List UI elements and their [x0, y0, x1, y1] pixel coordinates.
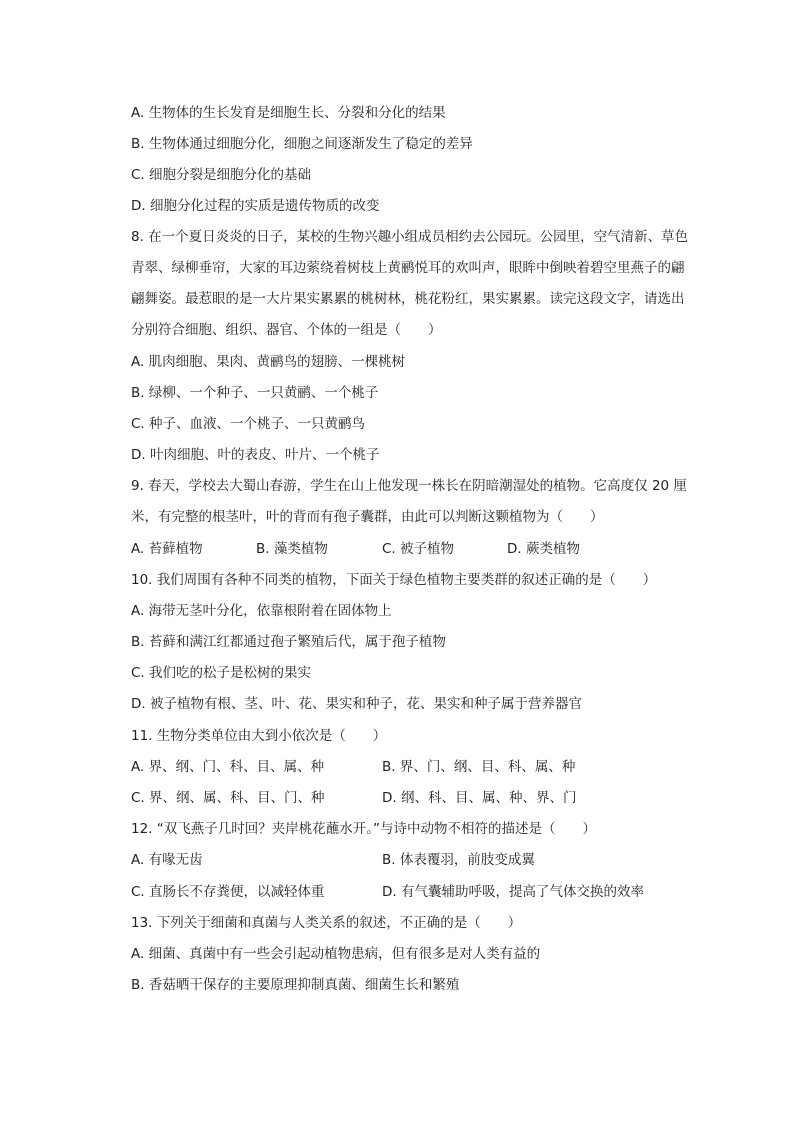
q9-option-b: B. 藻类植物 — [256, 541, 328, 557]
q10-stem: 10. 我们周围有各种不同类的植物，下面关于绿色植物主要类群的叙述正确的是（ ） — [131, 572, 657, 588]
q9-option-d: D. 蕨类植物 — [507, 541, 580, 557]
q8-stem: 8. 在一个夏日炎炎的日子，某校的生物兴趣小组成员相约去公园玩。公园里，空气清新、草色青翠、绿柳垂帘，大家的耳边萦绕着树枝上黄鹂悦耳的欢叫声，眼眸中倒映着碧空里燕子的翩翩舞姿。最惹眼的是一大片果实累累的桃树林，桃花粉红，果实累累。读完这段文字，请选出分别符合细胞、组织、器官、个体的一组是（ ） — [131, 229, 689, 338]
q10-option-b: B. 苔藓和满江红都通过孢子繁殖后代，属于孢子植物 — [131, 634, 446, 650]
q7-option-d: D. 细胞分化过程的实质是遗传物质的改变 — [131, 198, 380, 214]
q10-option-d: D. 被子植物有根、茎、叶、花、果实和种子，花、果实和种子属于营养器官 — [131, 696, 582, 712]
q11-options-row2 — [131, 788, 691, 808]
q9-options — [131, 539, 691, 559]
q10-option-c: C. 我们吃的松子是松树的果实 — [131, 665, 312, 681]
q12-options-row2 — [131, 882, 691, 902]
q12-option-c: C. 直肠长不存粪便，以减轻体重 — [131, 884, 325, 900]
q12-option-a: A. 有喙无齿 — [131, 852, 203, 868]
q11-option-d: D. 纲、科、目、属、种、界、门 — [382, 790, 577, 806]
q11-stem: 11. 生物分类单位由大到小依次是（ ） — [131, 728, 387, 744]
q11-options-row1 — [131, 757, 691, 777]
q11-option-a: A. 界、纲、门、科、目、属、种 — [131, 759, 325, 775]
q8-option-a: A. 肌肉细胞、果肉、黄鹂鸟的翅膀、一棵桃树 — [131, 354, 406, 370]
q7-option-c: C. 细胞分裂是细胞分化的基础 — [131, 167, 312, 183]
q8-option-c: C. 种子、血液、一个桃子、一只黄鹂鸟 — [131, 416, 366, 432]
q13-option-a: A. 细菌、真菌中有一些会引起动植物患病，但有很多是对人类有益的 — [131, 946, 541, 962]
q10-option-a: A. 海带无茎叶分化，依靠根附着在固体物上 — [131, 603, 392, 619]
q12-option-d: D. 有气囊辅助呼吸，提高了气体交换的效率 — [382, 884, 644, 900]
q9-option-a: A. 苔藓植物 — [131, 541, 203, 557]
q13-option-b: B. 香菇晒干保存的主要原理抑制真菌、细菌生长和繁殖 — [131, 977, 460, 993]
q11-option-b: B. 界、门、纲、目、科、属、种 — [382, 759, 576, 775]
q12-options-row1 — [131, 850, 691, 870]
q11-option-c: C. 界、纲、属、科、目、门、种 — [131, 790, 325, 806]
q8-option-b: B. 绿柳、一个种子、一只黄鹂、一个桃子 — [131, 385, 379, 401]
q13-stem: 13. 下列关于细菌和真菌与人类关系的叙述，不正确的是（ ） — [131, 915, 522, 931]
q12-option-b: B. 体表覆羽，前肢变成翼 — [382, 852, 535, 868]
q7-option-b: B. 生物体通过细胞分化，细胞之间逐渐发生了稳定的差异 — [131, 136, 473, 152]
q12-stem: 12. “双飞燕子几时回？夹岸桃花蘸水开。”与诗中动物不相符的描述是（ ） — [131, 821, 596, 837]
q9-option-c: C. 被子植物 — [382, 541, 455, 557]
q8-option-d: D. 叶肉细胞、叶的表皮、叶片、一个桃子 — [131, 447, 380, 463]
q9-stem: 9. 春天，学校去大蜀山春游，学生在山上他发现一株长在阴暗潮湿处的植物。它高度仅 20 厘米，有完整的根茎叶，叶的背而有孢子囊群，由此可以判断这颗植物为（ ） — [131, 478, 687, 525]
q7-option-a: A. 生物体的生长发育是细胞生长、分裂和分化的结果 — [131, 105, 446, 121]
